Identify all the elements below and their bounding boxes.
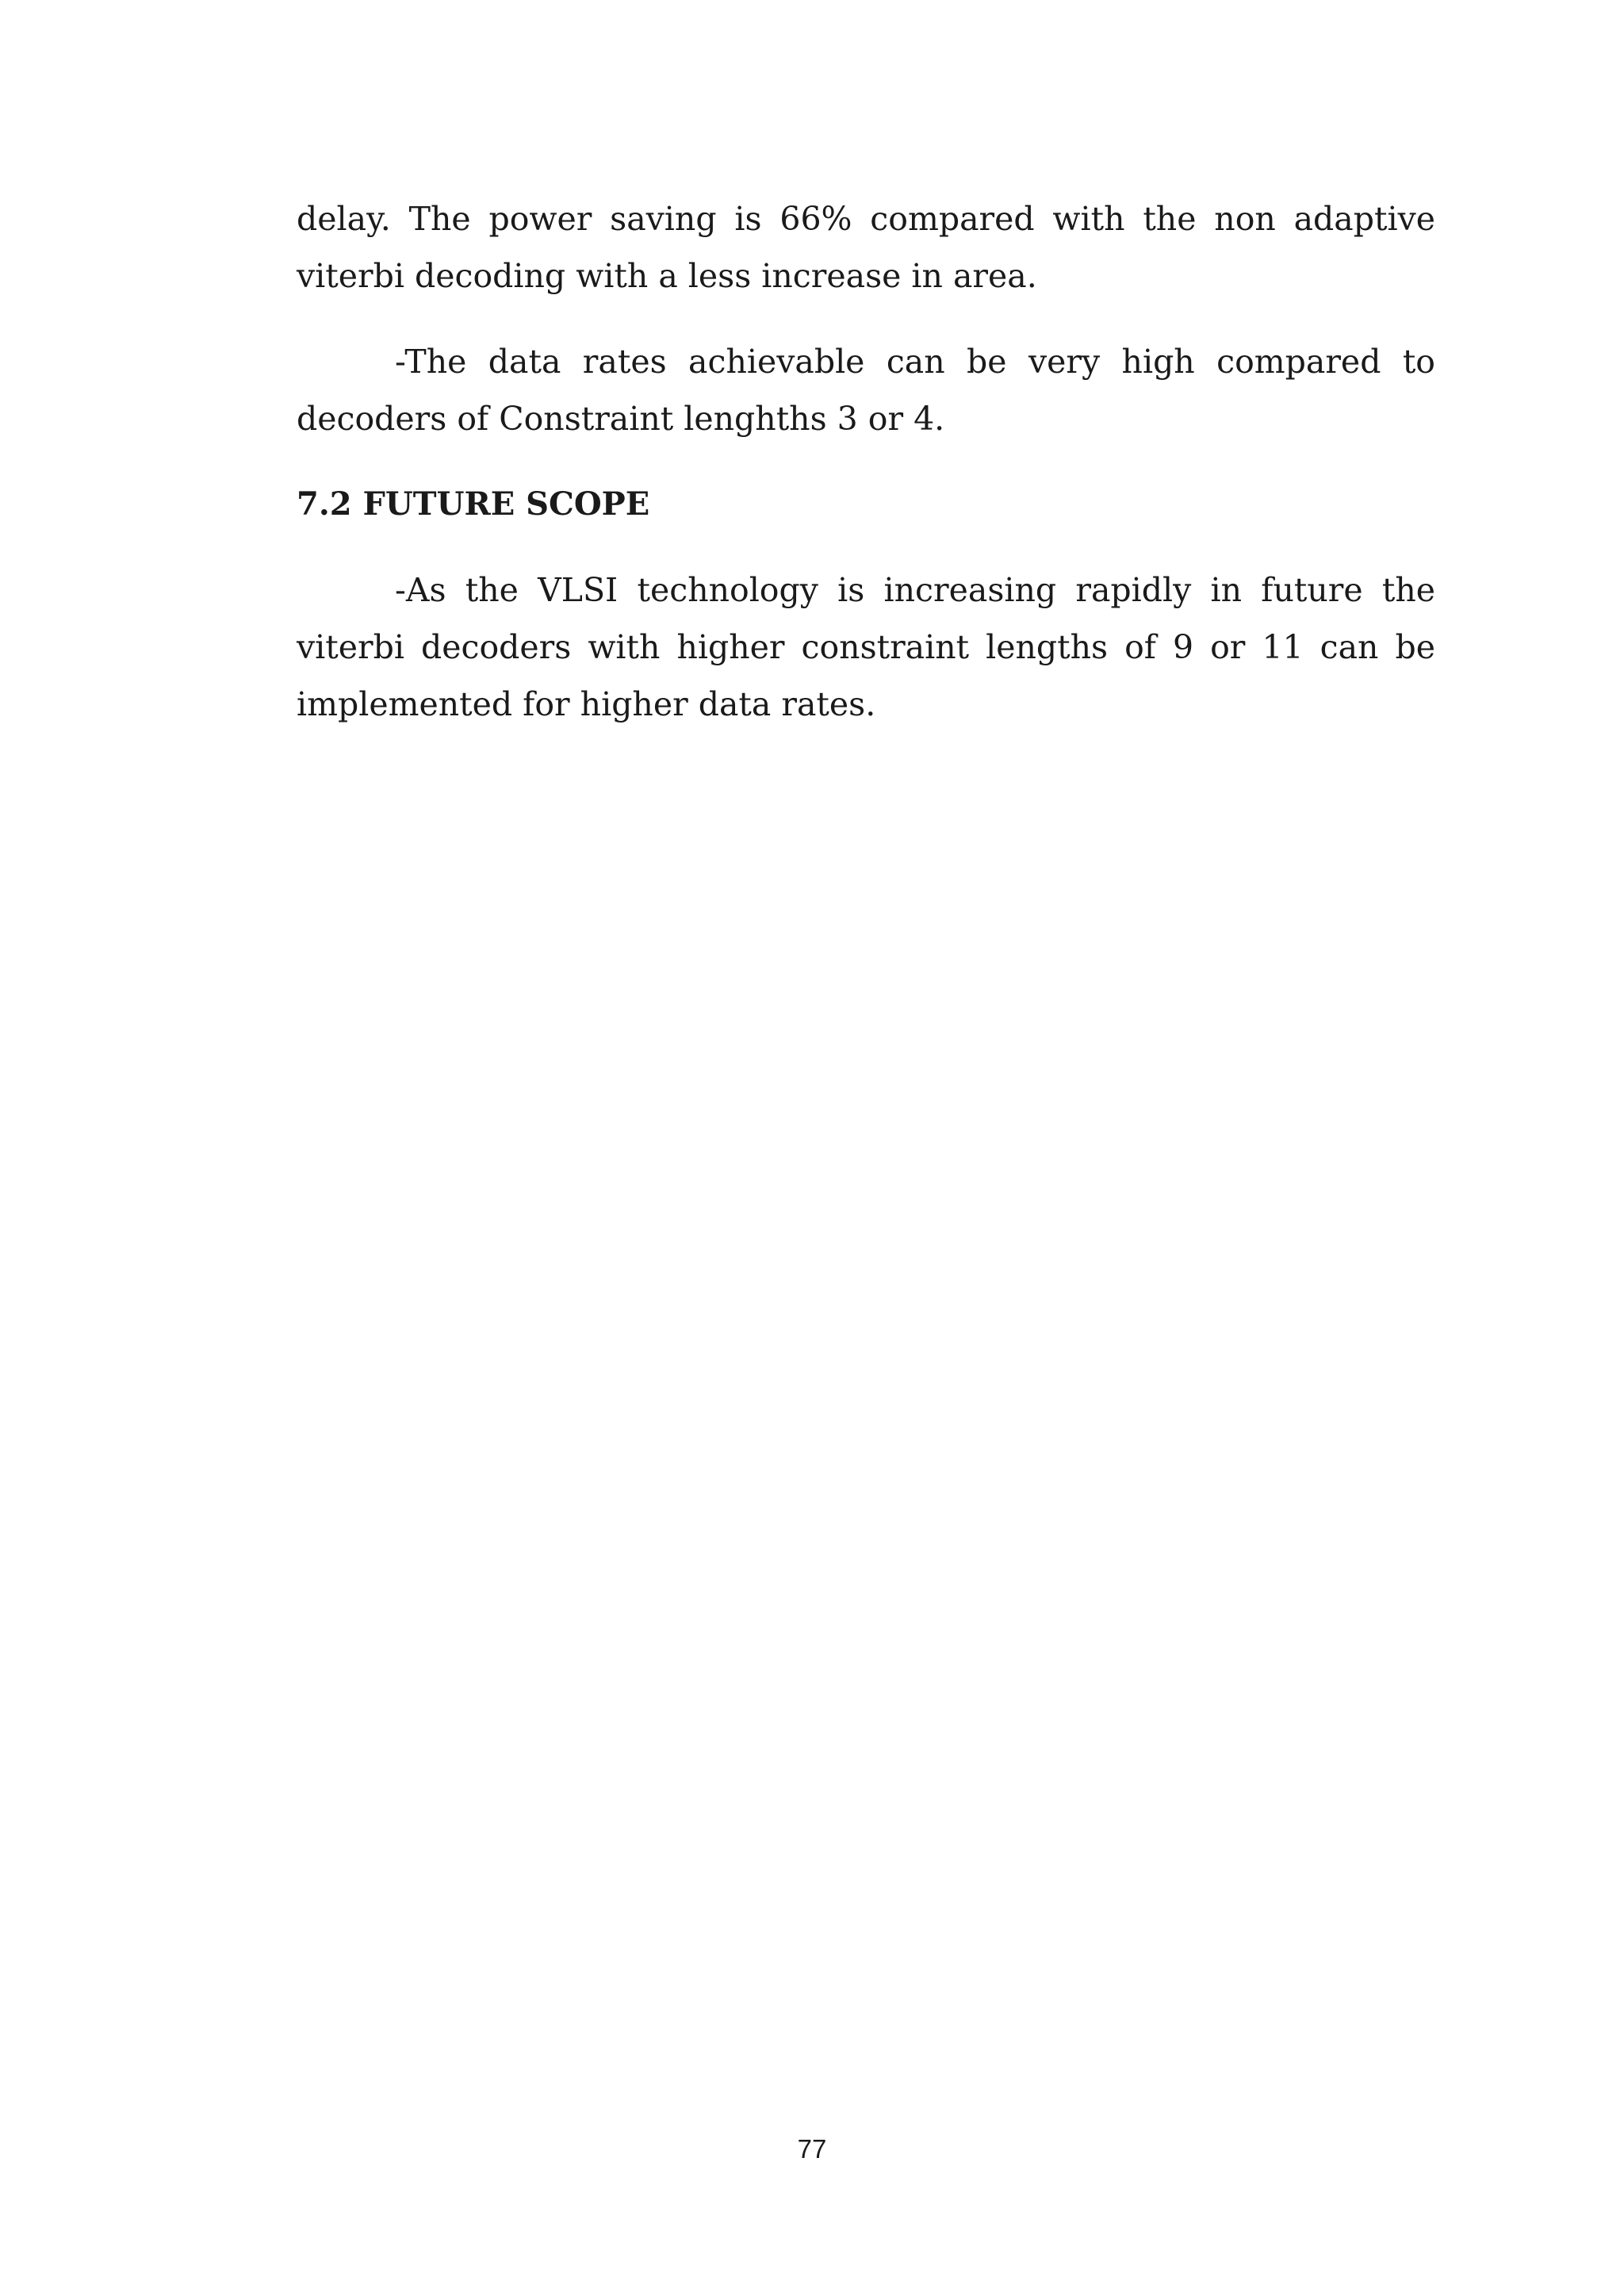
paragraph-future-scope: -As the VLSI technology is increasing rapidly in future the viterbi decoders with higher constraint lengths of 9 or 11 can be implemented for higher data rates. — [297, 571, 1435, 723]
paragraph-data-rates: -The data rates achievable can be very high compared to decoders of Constraint lenghths 3 or 4. — [297, 343, 1435, 438]
paragraph-power-saving: delay. The power saving is 66% compared with the non adaptive viterbi decoding with a less increase in area. — [297, 200, 1435, 295]
page-number: 77 — [797, 2134, 827, 2164]
section-heading-future-scope: 7.2 FUTURE SCOPE — [297, 485, 650, 523]
page-body — [297, 190, 1435, 733]
